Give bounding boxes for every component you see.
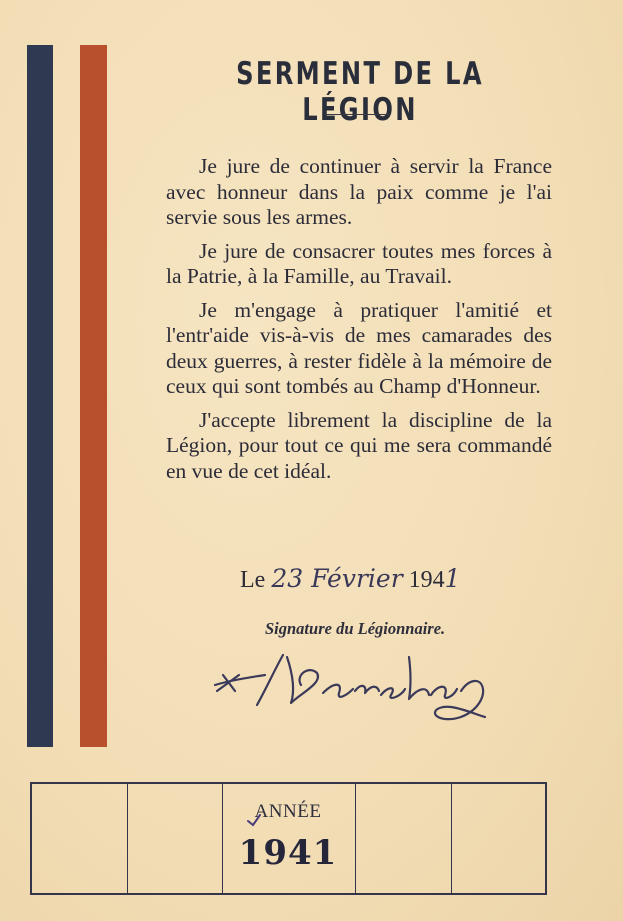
grid-divider <box>451 784 452 893</box>
oath-paragraph-4: J'accepte librement la discipline de la Légion, pour tout ce qui me sera commandé en vue de cet idéal. <box>166 407 552 483</box>
year-box-value: 1941 <box>238 833 338 873</box>
check-mark-icon <box>246 812 262 828</box>
blue-stripe <box>27 45 53 747</box>
oath-paragraph-1: Je jure de continuer à servir la France avec honneur dans la paix comme je l'ai servie sous les armes. <box>166 154 552 229</box>
signature-text <box>212 650 431 696</box>
date-line <box>240 564 560 594</box>
oath-paragraph-2: Je jure de consacrer toutes mes forces à la Patrie, à la Famille, au Travail. <box>166 238 552 288</box>
title-divider <box>325 114 389 115</box>
year-box-label: ANNÉE <box>254 801 322 822</box>
red-stripe <box>80 45 107 747</box>
grid-divider <box>355 784 356 893</box>
date-year-handwritten: 1 <box>444 564 461 593</box>
oath-text <box>166 154 552 492</box>
grid-divider <box>127 784 128 893</box>
card-title: SERMENT DE LA LÉGION <box>236 56 484 128</box>
signature-label: Signature du Légionnaire. <box>265 619 446 638</box>
oath-paragraph-3: Je m'engage à pratiquer l'amitié et l'entr'aide vis-à-vis de mes camarades des deux guerres, à rester fidèle à la mémoire de ceux qui sont tombés au Champ d'Honneur. <box>166 297 552 398</box>
date-handwritten: 23 Février <box>271 564 403 593</box>
date-year-printed: 194 <box>408 567 445 593</box>
date-prefix: Le <box>240 567 266 593</box>
